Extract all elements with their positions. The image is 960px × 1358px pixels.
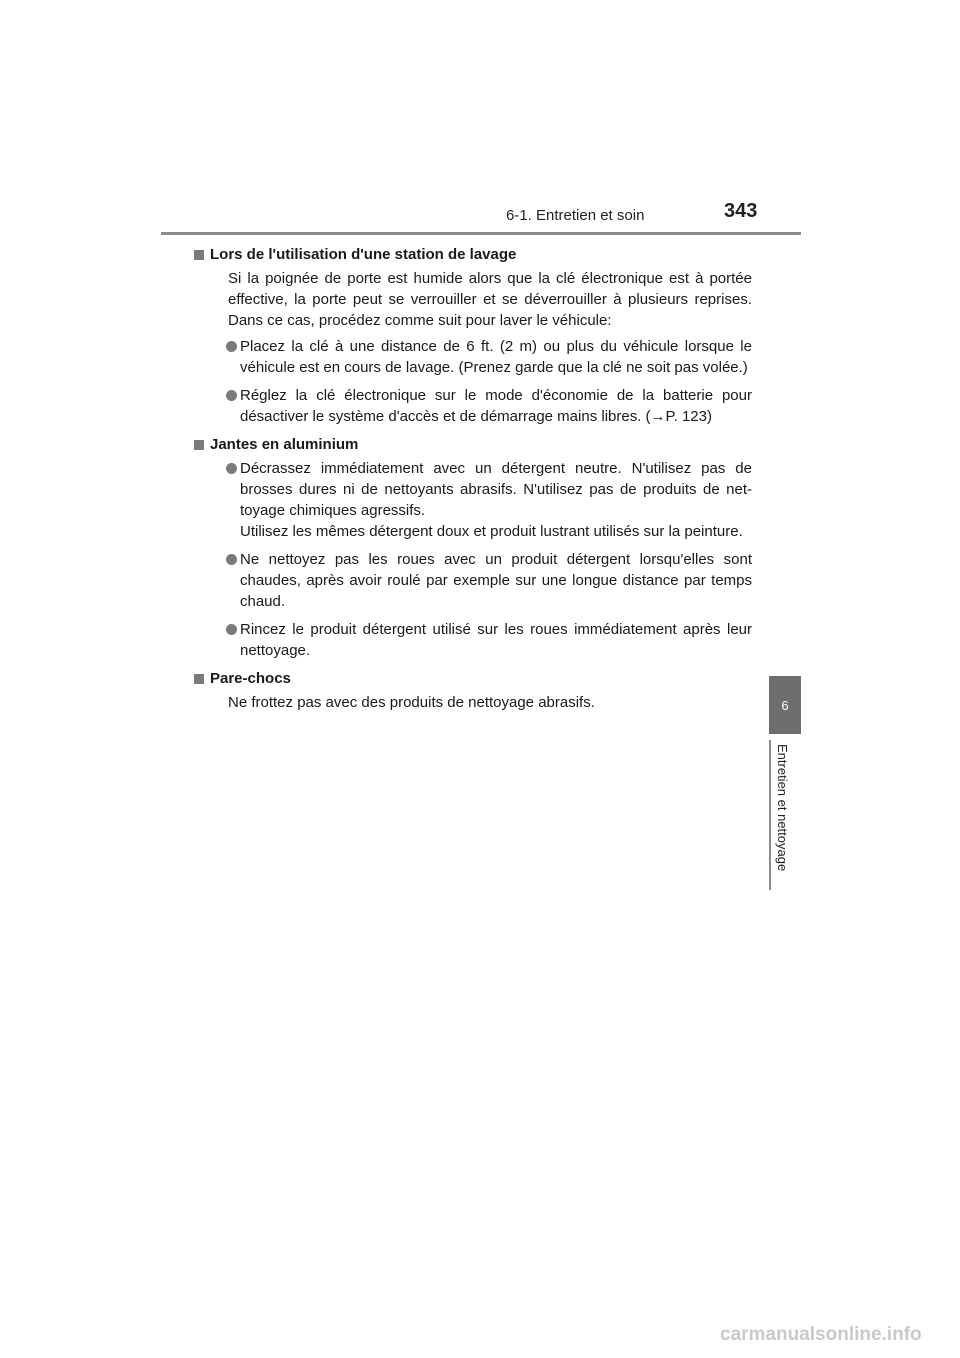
round-bullet-icon: [226, 624, 237, 635]
round-bullet-icon: [226, 554, 237, 565]
header-divider: [161, 232, 801, 235]
section-car-wash: [210, 244, 752, 427]
section-title: Pare-chocs: [210, 668, 752, 689]
chapter-tab: [769, 676, 801, 892]
watermark: carmanualsonline.info: [720, 1324, 922, 1345]
square-bullet-icon: [194, 674, 204, 684]
paragraph: Si la poignée de porte est humide alors que la clé électronique est à portée effective, la porte peut se verrouiller et se déverrouiller à plusieurs reprises. Dans ce cas, procédez comme suit pour laver le véhicule:: [228, 270, 752, 329]
section-bumpers: [210, 668, 752, 713]
round-bullet-icon: [226, 463, 237, 474]
round-bullet-icon: [226, 390, 237, 401]
bullet-list: [228, 458, 752, 661]
list-item: Rincez le produit détergent utilisé sur les roues immédiatement après leur nettoyage.: [228, 619, 752, 661]
page-number: 343: [724, 200, 758, 222]
list-item: Réglez la clé électronique sur le mode d'économie de la batterie pour désactiver le système d'accès et de démarrage mains libres. (→P. 123): [228, 385, 752, 427]
square-bullet-icon: [194, 250, 204, 260]
square-bullet-icon: [194, 440, 204, 450]
paragraph: Ne frottez pas avec des produits de nettoyage abrasifs.: [228, 694, 595, 711]
chapter-label: Entretien et nettoyage: [775, 744, 790, 872]
chapter-label-box: [769, 740, 801, 890]
round-bullet-icon: [226, 341, 237, 352]
list-item: Placez la clé à une distance de 6 ft. (2 m) ou plus du véhicule lorsque le véhicule est en cours de lavage. (Prenez garde que la clé ne soit pas volée.): [228, 336, 752, 378]
bullet-list: [228, 336, 752, 427]
section-header: 6-1. Entretien et soin: [506, 207, 645, 224]
page-content: [210, 244, 752, 718]
list-item: Ne nettoyez pas les roues avec un produit détergent lorsqu'elles sont chaudes, après avoir roulé par exemple sur une longue distance par temps chaud.: [228, 549, 752, 612]
section-aluminium-wheels: [210, 434, 752, 661]
list-item: Décrassez immédiatement avec un détergent neutre. N'utilisez pas de brosses dures ni de nettoyants abrasifs. N'utilisez pas de produits de net-toyage chimiques agressifs. Utilisez les mêmes détergent doux et produit lustrant utilisés sur la peinture.: [228, 458, 752, 542]
section-title: Lors de l'utilisation d'une station de lavage: [210, 244, 752, 265]
chapter-number: 6: [769, 676, 801, 734]
section-title: Jantes en aluminium: [210, 434, 752, 455]
